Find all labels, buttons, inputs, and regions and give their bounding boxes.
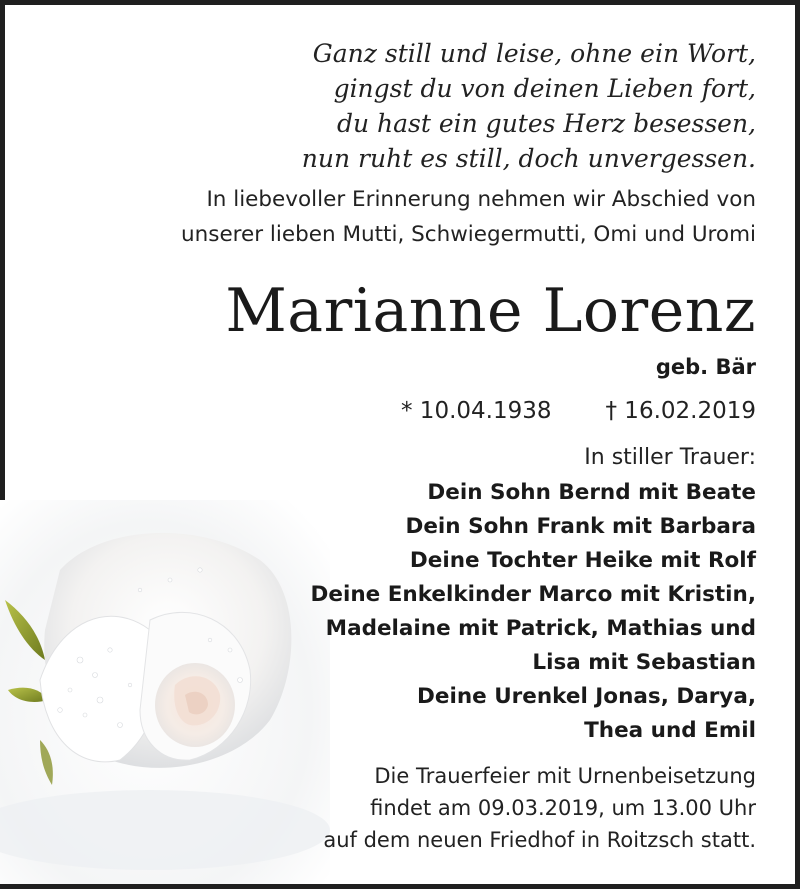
intro-line: unserer lieben Mutti, Schwiegermutti, Omi und Uromi xyxy=(180,222,756,247)
poem-line: gingst du von deinen Lieben fort, xyxy=(333,74,756,103)
mourner-line: Deine Tochter Heike mit Rolf xyxy=(409,548,756,573)
birth-date: * 10.04.1938 xyxy=(401,398,552,424)
mourner-line: Dein Sohn Frank mit Barbara xyxy=(405,514,756,539)
mourners-title: In stiller Trauer: xyxy=(584,445,756,470)
mourner-line: Deine Enkelkinder Marco mit Kristin, xyxy=(310,582,756,607)
poem xyxy=(302,36,756,176)
mourner-line: Madelaine mit Patrick, Mathias und xyxy=(325,616,756,641)
mourner-line: Lisa mit Sebastian xyxy=(532,650,756,675)
mourners-list xyxy=(311,476,756,748)
service-line: Die Trauerfeier mit Urnenbeisetzung xyxy=(374,764,756,788)
poem-line: nun ruht es still, doch unvergessen. xyxy=(301,144,756,173)
death-date: † 16.02.2019 xyxy=(605,398,756,424)
service-line: findet am 09.03.2019, um 13.00 Uhr xyxy=(370,796,756,820)
mourner-line: Thea und Emil xyxy=(584,718,756,743)
mourner-line: Deine Urenkel Jonas, Darya, xyxy=(417,684,756,709)
poem-line: Ganz still und leise, ohne ein Wort, xyxy=(312,39,756,68)
service-line: auf dem neuen Friedhof in Roitzsch statt. xyxy=(323,828,756,852)
intro-line: In liebevoller Erinnerung nehmen wir Abschied von xyxy=(206,187,756,212)
deceased-name: Marianne Lorenz xyxy=(225,276,756,346)
intro-text xyxy=(181,182,756,252)
birth-name: geb. Bär xyxy=(655,355,756,379)
service-info xyxy=(323,760,756,856)
poem-line: du hast ein gutes Herz besessen, xyxy=(336,109,756,138)
life-dates xyxy=(401,394,756,428)
white-rose-image xyxy=(0,500,330,884)
mourner-line: Dein Sohn Bernd mit Beate xyxy=(427,480,756,505)
